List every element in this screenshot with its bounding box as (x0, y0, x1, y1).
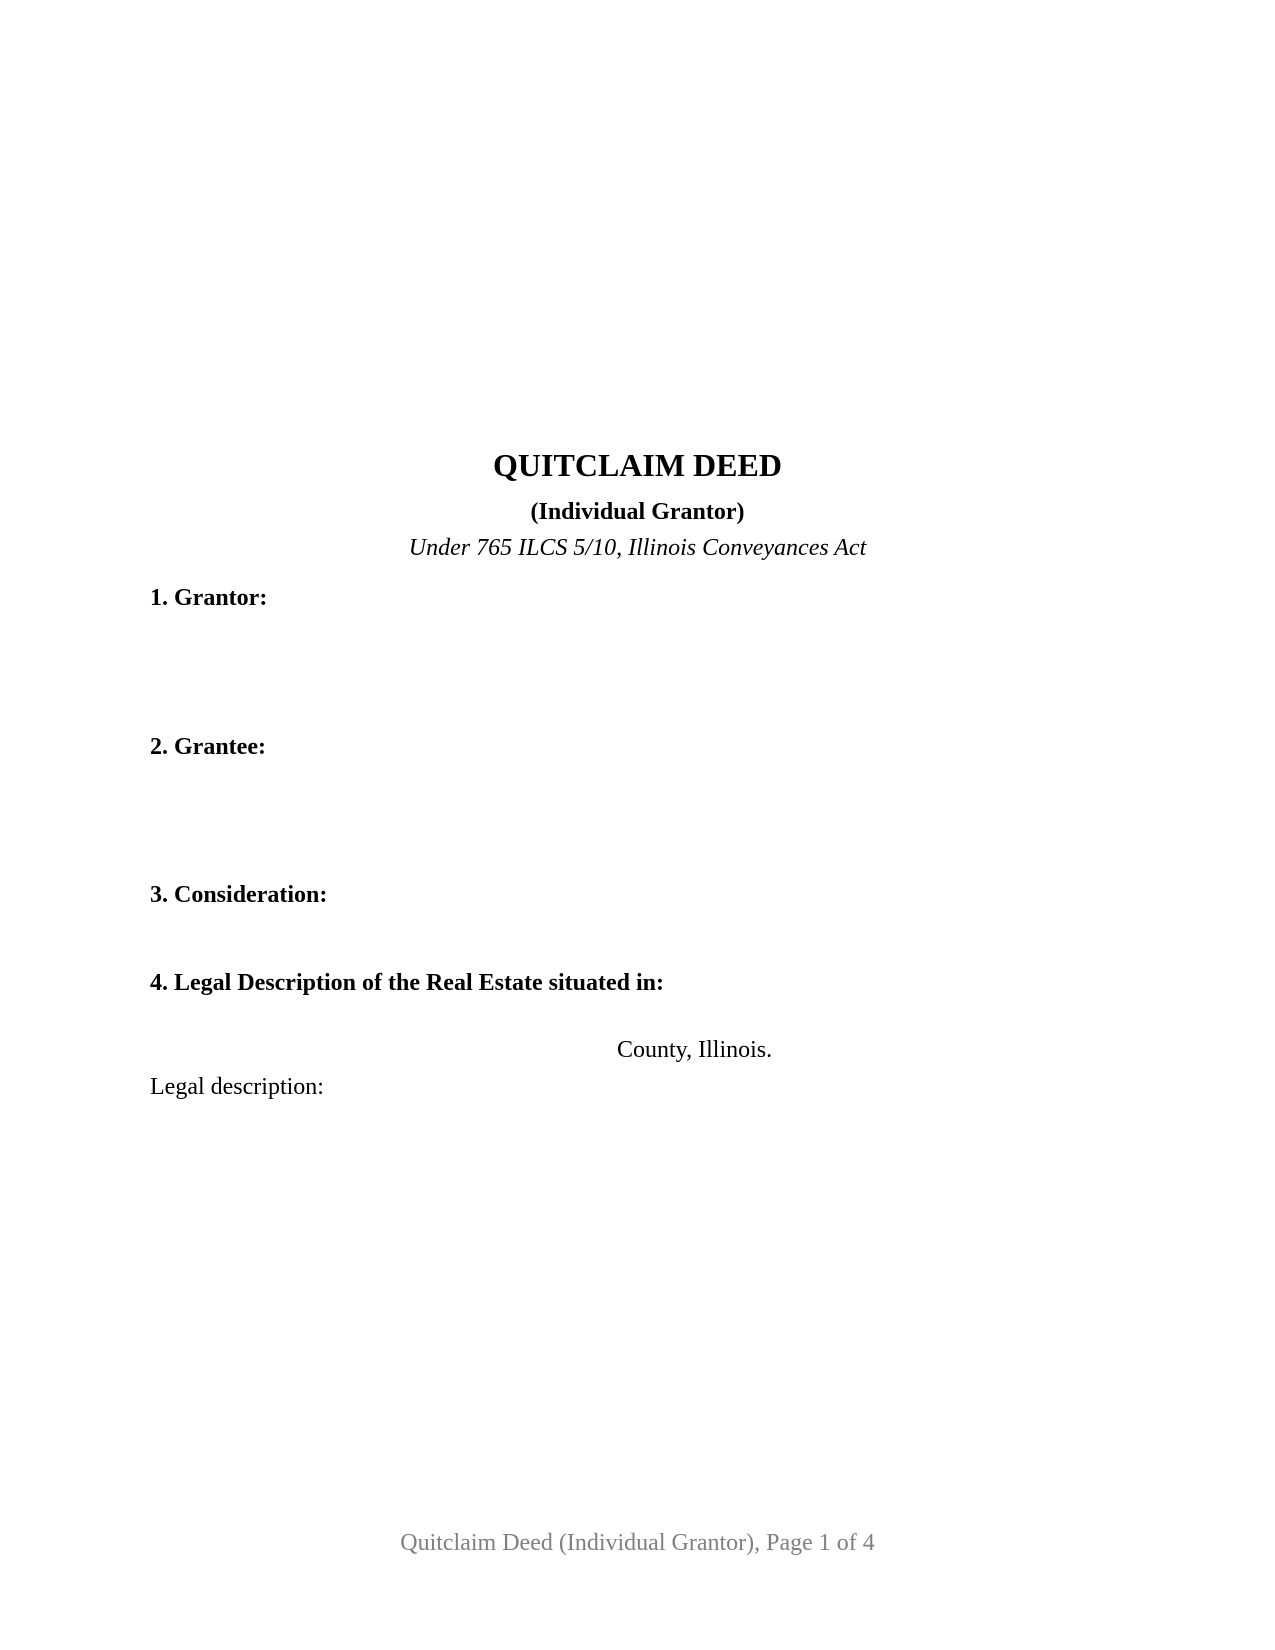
legal-description-label: Legal description: (150, 1074, 324, 1100)
county-text: County, Illinois. (617, 1037, 773, 1063)
document-subtitle: (Individual Grantor) (530, 499, 745, 525)
statute-reference: Under 765 ILCS 5/10, Illinois Conveyances Act (408, 535, 867, 561)
legal-description-heading: 4. Legal Description of the Real Estate situated in: (150, 970, 664, 996)
document-title: QUITCLAIM DEED (493, 447, 782, 483)
consideration-heading: 3. Consideration: (150, 882, 328, 908)
grantor-heading: 1. Grantor: (150, 585, 268, 611)
page-footer: Quitclaim Deed (Individual Grantor), Page 1 of 4 (400, 1530, 875, 1556)
grantee-heading: 2. Grantee: (150, 734, 266, 760)
